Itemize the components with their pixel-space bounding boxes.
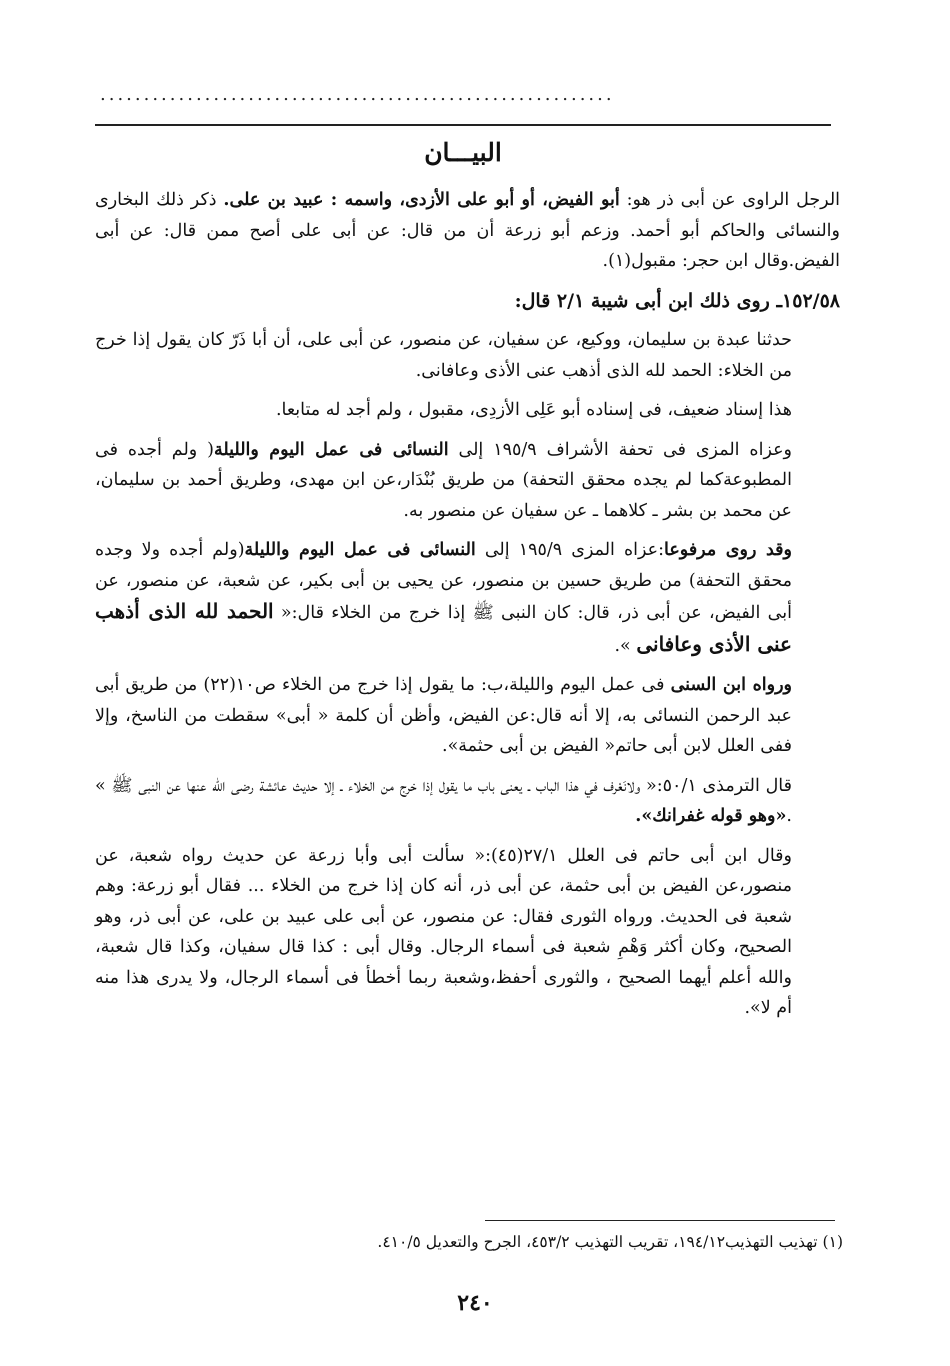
paragraph-tirmidhi: قال الترمذى ٥٠/١:« ولانَعْرف في هذا الباب ـ يعنى باب ما يقول إذا خرج من الخلاء ـ إلا حديث عائشة رضى الله عنها عن النبى ﷺ » .«وهو قوله غفرانك». bbox=[95, 775, 792, 826]
top-dotted-line: ........................................................... bbox=[100, 84, 615, 104]
paragraph-isnad: حدثنا عبدة بن سليمان، ووكيع، عن سفيان، عن منصور، عن أبى على، أن أبا ذَرّ كان يقول إذا خرج من الخلاء: الحمد لله الذى أذهب عنى الأذى وعافانى. bbox=[95, 330, 792, 381]
paragraph-grading: هذا إسناد ضعيف، فى إسناده أبو عَلِى الأزدِى، مقبول ، ولم أجد له متابعا. bbox=[275, 400, 792, 420]
footnote-rule bbox=[485, 1220, 835, 1221]
paragraph-mizzi: وعزاه المزى فى تحفة الأشراف ١٩٥/٩ إلى النسائى فى عمل اليوم والليلة( ولم أجده فى المطبوعةكما لم يجده محقق التحفة) من طريق بُنْدَار،عن ابن مهدى، وطريق أحمد بن سليمان، عن محمد بن بشر ـ كلاهما ـ عن سفيان عن منصور به. bbox=[95, 439, 792, 521]
hadith-heading: ١٥٢/٥٨ـ روى ذلك ابن أبى شيبة ٢/١ قال: bbox=[514, 289, 840, 312]
section-heading: البيـــان bbox=[424, 138, 502, 167]
top-rule bbox=[95, 124, 831, 126]
footnote: (١) تهذيب التهذيب١٩٤/١٢، تقريب التهذيب ٤٥٣/٢، الجرح والتعديل ٤١٠/٥. bbox=[377, 1233, 843, 1251]
paragraph-marfu: وقد روى مرفوعا:عزاه المزى ١٩٥/٩ إلى النسائى فى عمل اليوم والليلة(ولم أجده ولا وجده محقق التحفة) من طريق حسين بن منصور، عن يحيى بن أبى بكير، عن شعبة، عن منصور، عن أبى الفيض، عن أبى ذر، قال: كان النبى ﷺ إذا خرج من الخلاء قال:« الحمد لله الذى أذهب عنى الأذى وعافانى ». bbox=[95, 540, 792, 656]
paragraph-narrator: الرجل الراوى عن أبى ذر هو: أبو الفيض، أو أبو على الأزدى، واسمه : عبيد بن على. ذكر ذلك البخارى والنسائى والحاكم أبو أحمد. وزعم أبو زرعة أن من قال: عن أبى على أصح ممن قال: عن أبى الفيض.وقال ابن حجر: مقبول(١). bbox=[95, 190, 841, 271]
page-body bbox=[95, 185, 840, 1033]
paragraph-ibn-sunni: ورواه ابن السنى فى عمل اليوم والليلة،ب: ما يقول إذا خرج من الخلاء ص١٠(٢٢) من طريق أبى عبد الرحمن النسائى به، إلا أنه قال:عن الفيض، وأظن أن كلمة « أبى» سقطت من الناسخ، وإلا ففى العلل لابن أبى حاتم« الفيض بن أبى حثمة». bbox=[95, 675, 792, 756]
page-number: ٢٤٠ bbox=[457, 1290, 493, 1316]
paragraph-ibn-abi-hatim: وقال ابن أبى حاتم فى العلل ٢٧/١(٤٥):« سألت أبى وأبا زرعة عن حديث رواه شعبة، عن منصور،عن الفيض بن أبى حثمة، عن أبى ذر، أنه كان إذا خرج من الخلاء ... فقال أبو زرعة: وهم شعبة فى الحديث. ورواه الثورى فقال: عن منصور، عن أبى على عبيد بن على، عن أبى ذر، وهو الصحيح، وكان أكثر وَهْمِ شعبة فى أسماء الرجال. وقال أبى : كذا قال سفيان، وكذا قال شعبة، والله أعلم أيهما الصحيح ، والثورى أحفظ،وشعبة ربما أخطأ فى أسماء الرجال، ولا يدرى هذا منه أم لا». bbox=[95, 845, 792, 1018]
